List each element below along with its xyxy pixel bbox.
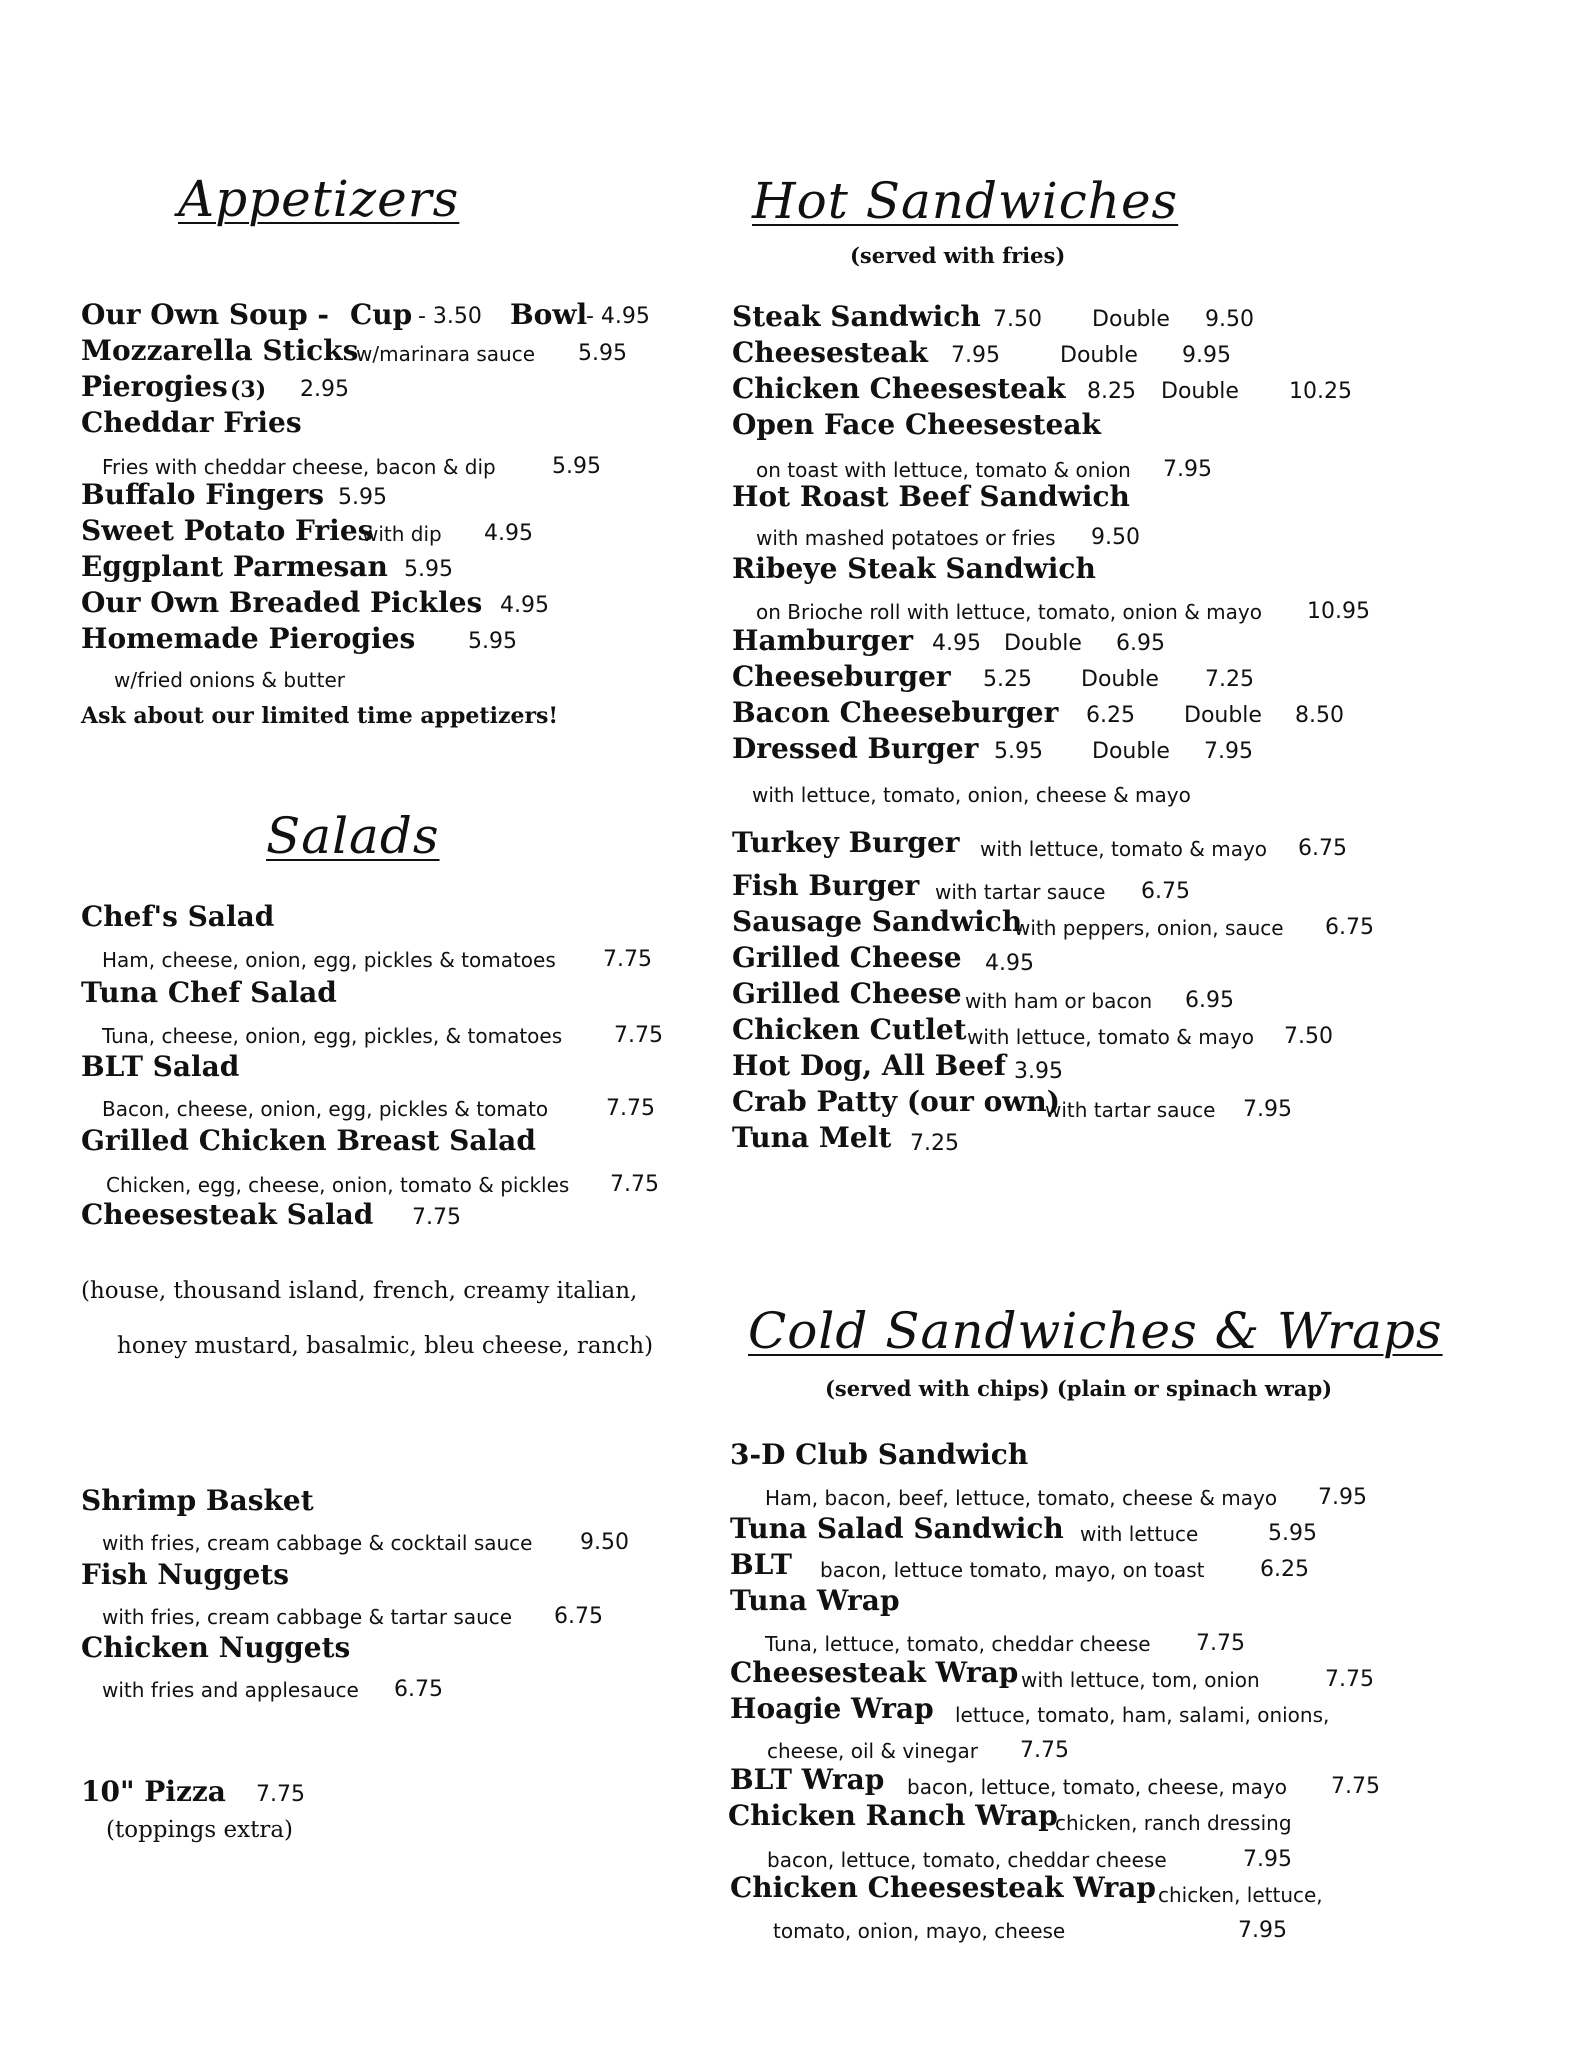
item-eggplant-price: 5.95: [404, 557, 453, 582]
item-chicken-cs-double-price: 10.25: [1289, 379, 1352, 404]
item-soup-cup-price: - 3.50: [418, 304, 482, 329]
item-steak-double-price: 9.50: [1205, 307, 1254, 332]
item-steak-double-label: Double: [1092, 307, 1170, 332]
item-blt-salad-detail: Bacon, cheese, onion, egg, pickles & tomato: [102, 1097, 549, 1121]
item-hot-dog-price: 3.95: [1014, 1059, 1063, 1084]
item-pierogies-count: (3): [230, 377, 267, 403]
item-tuna-chef-detail: Tuna, cheese, onion, egg, pickles, & tomatoes: [102, 1024, 563, 1048]
item-dressed-double-label: Double: [1092, 739, 1170, 764]
item-pizza-price: 7.75: [256, 1782, 305, 1807]
item-sausage-price: 6.75: [1325, 915, 1374, 940]
item-pizza-name: 10" Pizza: [81, 1775, 226, 1808]
item-ribeye-price: 10.95: [1307, 599, 1370, 624]
item-pierogies-price: 2.95: [300, 377, 349, 402]
item-soup-bowl-label: Bowl: [510, 298, 588, 331]
item-blt-wrap-detail: bacon, lettuce, tomato, cheese, mayo: [907, 1775, 1287, 1799]
item-bacon-cb-name: Bacon Cheeseburger: [732, 696, 1059, 729]
appetizers-note: Ask about our limited time appetizers!: [81, 703, 559, 729]
item-cheesesteak-double-price: 9.95: [1182, 343, 1231, 368]
item-blt-wrap-price: 7.75: [1331, 1774, 1380, 1799]
item-cs-wrap-detail: with lettuce, tom, onion: [1021, 1668, 1260, 1692]
item-turkey-detail: with lettuce, tomato & mayo: [980, 837, 1268, 861]
item-shrimp-detail: with fries, cream cabbage & cocktail sauce: [102, 1531, 533, 1555]
item-cheesesteak-price: 7.95: [951, 343, 1000, 368]
item-fish-burger-detail: with tartar sauce: [935, 880, 1106, 904]
item-dressed-double-price: 7.95: [1204, 739, 1253, 764]
item-hot-dog-name: Hot Dog, All Beef: [732, 1049, 1006, 1082]
item-hoagie-detail: lettuce, tomato, ham, salami, onions,: [955, 1703, 1330, 1727]
item-club-detail: Ham, bacon, beef, lettuce, tomato, cheese & mayo: [765, 1486, 1278, 1510]
item-cheeseburger-double-label: Double: [1081, 667, 1159, 692]
item-fish-burger-name: Fish Burger: [732, 869, 920, 902]
item-crab-name: Crab Patty (our own): [732, 1085, 1061, 1118]
item-ribeye-detail: on Brioche roll with lettuce, tomato, onion & mayo: [756, 600, 1262, 624]
item-hamburger-double-label: Double: [1004, 631, 1082, 656]
item-tuna-wrap-price: 7.75: [1196, 1631, 1245, 1656]
item-hamburger-double-price: 6.95: [1116, 631, 1165, 656]
item-cs-salad-price: 7.75: [412, 1205, 461, 1230]
item-ccs-wrap-price: 7.95: [1238, 1918, 1287, 1943]
item-cheeseburger-double-price: 7.25: [1205, 667, 1254, 692]
appetizers-heading: Appetizers: [178, 170, 460, 228]
item-roast-beef-name: Hot Roast Beef Sandwich: [732, 480, 1130, 513]
salads-heading: Salads: [266, 807, 440, 865]
item-roast-beef-price: 9.50: [1091, 525, 1140, 550]
item-chicken-cs-price: 8.25: [1087, 379, 1136, 404]
item-pizza-detail: (toppings extra): [106, 1817, 294, 1843]
item-chicken-cs-double-label: Double: [1161, 379, 1239, 404]
item-cutlet-detail: with lettuce, tomato & mayo: [967, 1025, 1255, 1049]
item-tuna-melt-price: 7.25: [910, 1131, 959, 1156]
item-ccs-wrap-detail-2: tomato, onion, mayo, cheese: [773, 1919, 1066, 1943]
item-soup-cup-label: Cup: [350, 298, 413, 331]
item-turkey-name: Turkey Burger: [732, 826, 960, 859]
item-hoagie-name: Hoagie Wrap: [730, 1692, 934, 1725]
item-soup-name: Our Own Soup -: [81, 298, 330, 331]
item-ccs-wrap-detail: chicken, lettuce,: [1158, 1883, 1323, 1907]
item-ccs-wrap-name: Chicken Cheesesteak Wrap: [730, 1871, 1156, 1904]
item-eggplant-name: Eggplant Parmesan: [81, 550, 388, 583]
hot-sandwiches-sub: (served with fries): [850, 243, 1066, 268]
cold-sandwiches-sub: (served with chips) (plain or spinach wrap): [825, 1376, 1333, 1401]
item-homemade-detail: w/fried onions & butter: [114, 668, 345, 692]
item-ranch-wrap-name: Chicken Ranch Wrap: [728, 1799, 1058, 1832]
item-tuna-salad-sw-price: 5.95: [1268, 1521, 1317, 1546]
item-tuna-wrap-name: Tuna Wrap: [730, 1584, 900, 1617]
item-ranch-wrap-detail-2: bacon, lettuce, tomato, cheddar cheese: [767, 1848, 1167, 1872]
item-steak-price: 7.50: [993, 307, 1042, 332]
item-sweet-price: 4.95: [484, 521, 533, 546]
item-chicken-nuggets-detail: with fries and applesauce: [102, 1678, 359, 1702]
salad-dressings-line1: (house, thousand island, french, creamy italian,: [81, 1278, 638, 1304]
item-cheddar-detail: Fries with cheddar cheese, bacon & dip: [102, 455, 496, 479]
item-buffalo-price: 5.95: [338, 485, 387, 510]
item-cs-salad-name: Cheesesteak Salad: [81, 1198, 374, 1231]
item-sweet-detail: with dip: [362, 522, 442, 546]
item-hamburger-name: Hamburger: [732, 624, 914, 657]
item-club-price: 7.95: [1318, 1485, 1367, 1510]
item-sausage-detail: with peppers, onion, sauce: [1014, 916, 1284, 940]
item-tuna-chef-name: Tuna Chef Salad: [81, 976, 337, 1009]
item-grilled-cheese-price: 4.95: [985, 951, 1034, 976]
item-fish-burger-price: 6.75: [1141, 879, 1190, 904]
item-open-face-name: Open Face Cheesesteak: [732, 408, 1101, 441]
item-hoagie-price: 7.75: [1020, 1738, 1069, 1763]
item-blt-wrap-name: BLT Wrap: [730, 1763, 885, 1796]
item-grilled-salad-name: Grilled Chicken Breast Salad: [81, 1124, 536, 1157]
item-blt-name: BLT: [730, 1548, 792, 1581]
item-cheeseburger-price: 5.25: [983, 667, 1032, 692]
item-blt-price: 6.25: [1260, 1557, 1309, 1582]
item-crab-price: 7.95: [1243, 1097, 1292, 1122]
item-shrimp-price: 9.50: [580, 1530, 629, 1555]
item-chicken-nuggets-name: Chicken Nuggets: [81, 1631, 351, 1664]
item-chef-salad-detail: Ham, cheese, onion, egg, pickles & tomatoes: [102, 948, 556, 972]
salad-dressings-line2: honey mustard, basalmic, bleu cheese, ranch): [117, 1333, 654, 1359]
item-dressed-detail: with lettuce, tomato, onion, cheese & mayo: [752, 783, 1191, 807]
item-homemade-price: 5.95: [468, 629, 517, 654]
item-open-face-detail: on toast with lettuce, tomato & onion: [756, 458, 1131, 482]
cold-sandwiches-heading: Cold Sandwiches & Wraps: [748, 1302, 1443, 1360]
item-roast-beef-detail: with mashed potatoes or fries: [756, 526, 1056, 550]
item-pickles-price: 4.95: [500, 593, 549, 618]
item-club-name: 3-D Club Sandwich: [730, 1438, 1029, 1471]
item-grilled-cheese-ham-price: 6.95: [1185, 988, 1234, 1013]
item-bacon-cb-double-price: 8.50: [1295, 703, 1344, 728]
item-grilled-cheese-name: Grilled Cheese: [732, 941, 962, 974]
item-sweet-name: Sweet Potato Fries: [81, 514, 374, 547]
item-bacon-cb-double-label: Double: [1184, 703, 1262, 728]
item-bacon-cb-price: 6.25: [1086, 703, 1135, 728]
item-chicken-cs-name: Chicken Cheesesteak: [732, 372, 1066, 405]
item-cheddar-name: Cheddar Fries: [81, 406, 302, 439]
item-mozzarella-detail: w/marinara sauce: [356, 342, 536, 366]
item-crab-detail: with tartar sauce: [1045, 1098, 1216, 1122]
item-homemade-name: Homemade Pierogies: [81, 622, 416, 655]
item-buffalo-name: Buffalo Fingers: [81, 478, 324, 511]
item-ranch-wrap-price: 7.95: [1243, 1847, 1292, 1872]
item-mozzarella-price: 5.95: [578, 341, 627, 366]
item-turkey-price: 6.75: [1298, 836, 1347, 861]
item-cheddar-price: 5.95: [552, 454, 601, 479]
item-cutlet-name: Chicken Cutlet: [732, 1013, 967, 1046]
hot-sandwiches-heading: Hot Sandwiches: [752, 172, 1179, 230]
item-chicken-nuggets-price: 6.75: [394, 1677, 443, 1702]
item-tuna-melt-name: Tuna Melt: [732, 1121, 892, 1154]
item-dressed-price: 5.95: [994, 739, 1043, 764]
item-dressed-name: Dressed Burger: [732, 732, 979, 765]
item-grilled-salad-detail: Chicken, egg, cheese, onion, tomato & pickles: [106, 1173, 570, 1197]
item-fish-nuggets-detail: with fries, cream cabbage & tartar sauce: [102, 1605, 513, 1629]
item-cutlet-price: 7.50: [1284, 1024, 1333, 1049]
item-cheesesteak-double-label: Double: [1060, 343, 1138, 368]
item-grilled-cheese-ham-detail: with ham or bacon: [965, 989, 1153, 1013]
item-blt-detail: bacon, lettuce tomato, mayo, on toast: [820, 1558, 1205, 1582]
item-chef-salad-price: 7.75: [603, 947, 652, 972]
item-mozzarella-name: Mozzarella Sticks: [81, 334, 359, 367]
item-pickles-name: Our Own Breaded Pickles: [81, 586, 483, 619]
item-chef-salad-name: Chef's Salad: [81, 900, 275, 933]
item-hamburger-price: 4.95: [932, 631, 981, 656]
item-soup-bowl-price: - 4.95: [586, 304, 650, 329]
item-blt-salad-price: 7.75: [606, 1096, 655, 1121]
item-tuna-salad-sw-name: Tuna Salad Sandwich: [730, 1512, 1064, 1545]
item-pierogies-name: Pierogies: [81, 370, 228, 403]
item-grilled-cheese-ham-name: Grilled Cheese: [732, 977, 962, 1010]
item-cs-wrap-price: 7.75: [1325, 1667, 1374, 1692]
item-ribeye-name: Ribeye Steak Sandwich: [732, 552, 1096, 585]
item-cheesesteak-name: Cheesesteak: [732, 336, 928, 369]
item-fish-nuggets-price: 6.75: [554, 1604, 603, 1629]
item-cs-wrap-name: Cheesesteak Wrap: [730, 1656, 1019, 1689]
item-ranch-wrap-detail: chicken, ranch dressing: [1055, 1811, 1292, 1835]
item-steak-name: Steak Sandwich: [732, 300, 981, 333]
item-hoagie-detail-2: cheese, oil & vinegar: [767, 1739, 978, 1763]
item-cheeseburger-name: Cheeseburger: [732, 660, 951, 693]
item-tuna-salad-sw-detail: with lettuce: [1080, 1522, 1199, 1546]
item-fish-nuggets-name: Fish Nuggets: [81, 1558, 290, 1591]
item-shrimp-name: Shrimp Basket: [81, 1484, 314, 1517]
item-grilled-salad-price: 7.75: [610, 1172, 659, 1197]
item-open-face-price: 7.95: [1163, 457, 1212, 482]
item-sausage-name: Sausage Sandwich: [732, 905, 1023, 938]
item-tuna-wrap-detail: Tuna, lettuce, tomato, cheddar cheese: [765, 1632, 1151, 1656]
item-blt-salad-name: BLT Salad: [81, 1050, 240, 1083]
item-tuna-chef-price: 7.75: [614, 1023, 663, 1048]
